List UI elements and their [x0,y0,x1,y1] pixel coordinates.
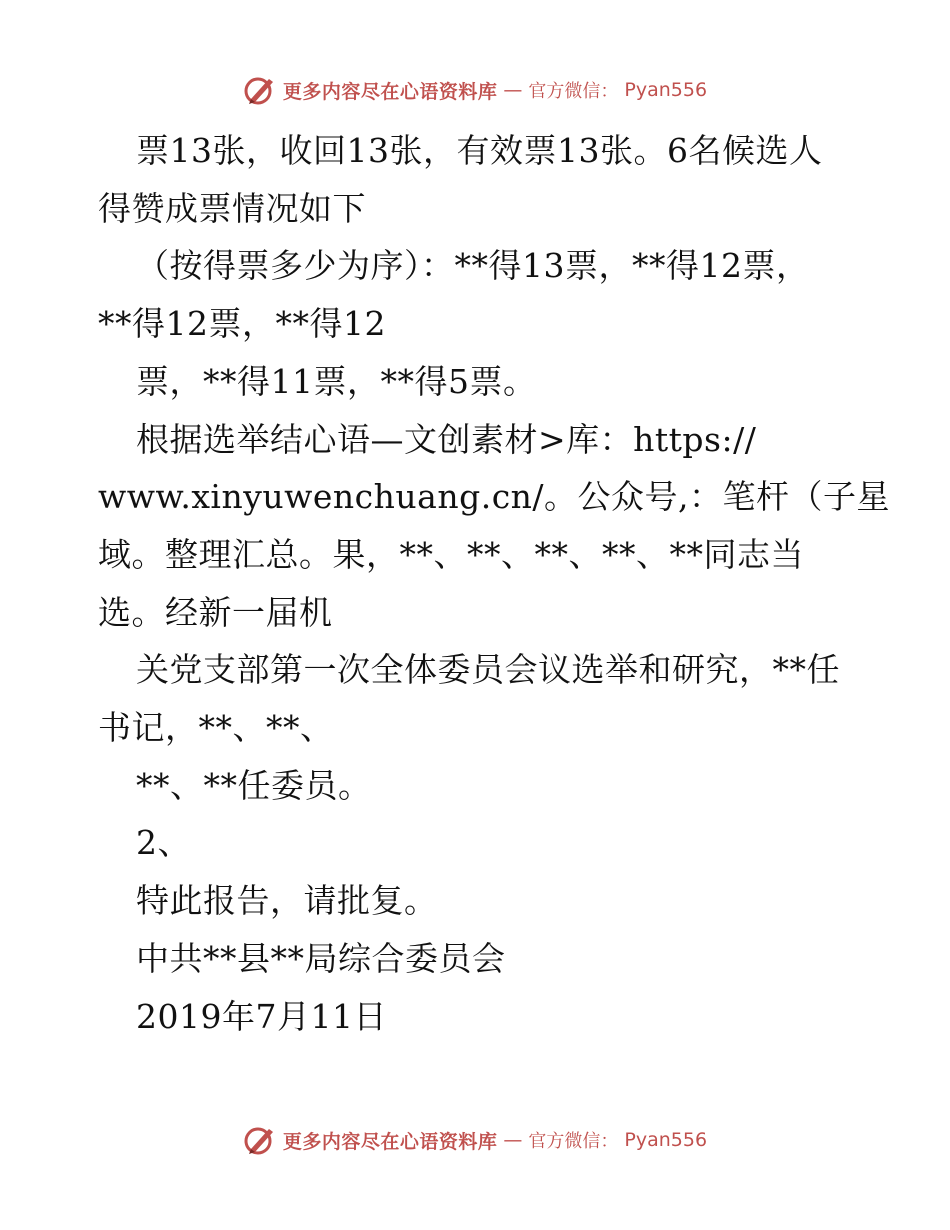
footer-watermark-banner [0,1120,950,1160]
document-body [98,122,891,1045]
pen-logo-icon [243,1123,277,1157]
document-line: 2019年7月11日 [136,996,387,1036]
document-line: www.xinyuwenchuang.cn/。公众号,：笔杆（子星 [98,477,891,517]
banner-dash: — [503,1129,523,1151]
banner-wechat-label: 官方微信： [528,81,619,102]
document-line: 书记，**、**、 [98,708,334,748]
document-line: 关党支部第一次全体委员会议选举和研究，**任 [136,650,840,690]
document-line: 票，**得11票，**得5票。 [136,361,537,401]
document-line: 选。经新一届机 [98,592,333,632]
document-line: 票13张，收回13张，有效票13张。6名候选人 [136,131,823,170]
document-line: 特此报告，请批复。 [136,881,438,921]
banner-wechat-id: Pyan556 [624,79,708,101]
banner-main-text: 更多内容尽在心语资料库 [282,1130,498,1153]
document-line: 域。整理汇总。果，**、**、**、**、**同志当 [98,534,804,574]
document-line: **、**任委员。 [136,765,372,805]
header-watermark-banner [0,70,950,110]
document-line: 根据选举结心语—文创素材>库：https:// [136,419,757,459]
document-line: （按得票多少为序）：**得13票，**得12票， [136,246,810,286]
document-line: **得12票，**得12 [98,304,386,344]
banner-wechat-id: Pyan556 [624,1129,708,1151]
document-line: 中共**县**局综合委员会 [136,938,506,978]
pen-logo-icon [243,73,277,107]
document-line: 得赞成票情况如下 [98,188,366,228]
banner-wechat-label: 官方微信： [528,1131,619,1152]
banner-dash: — [503,79,523,101]
document-line: 2、 [136,823,191,863]
banner-main-text: 更多内容尽在心语资料库 [282,80,498,103]
